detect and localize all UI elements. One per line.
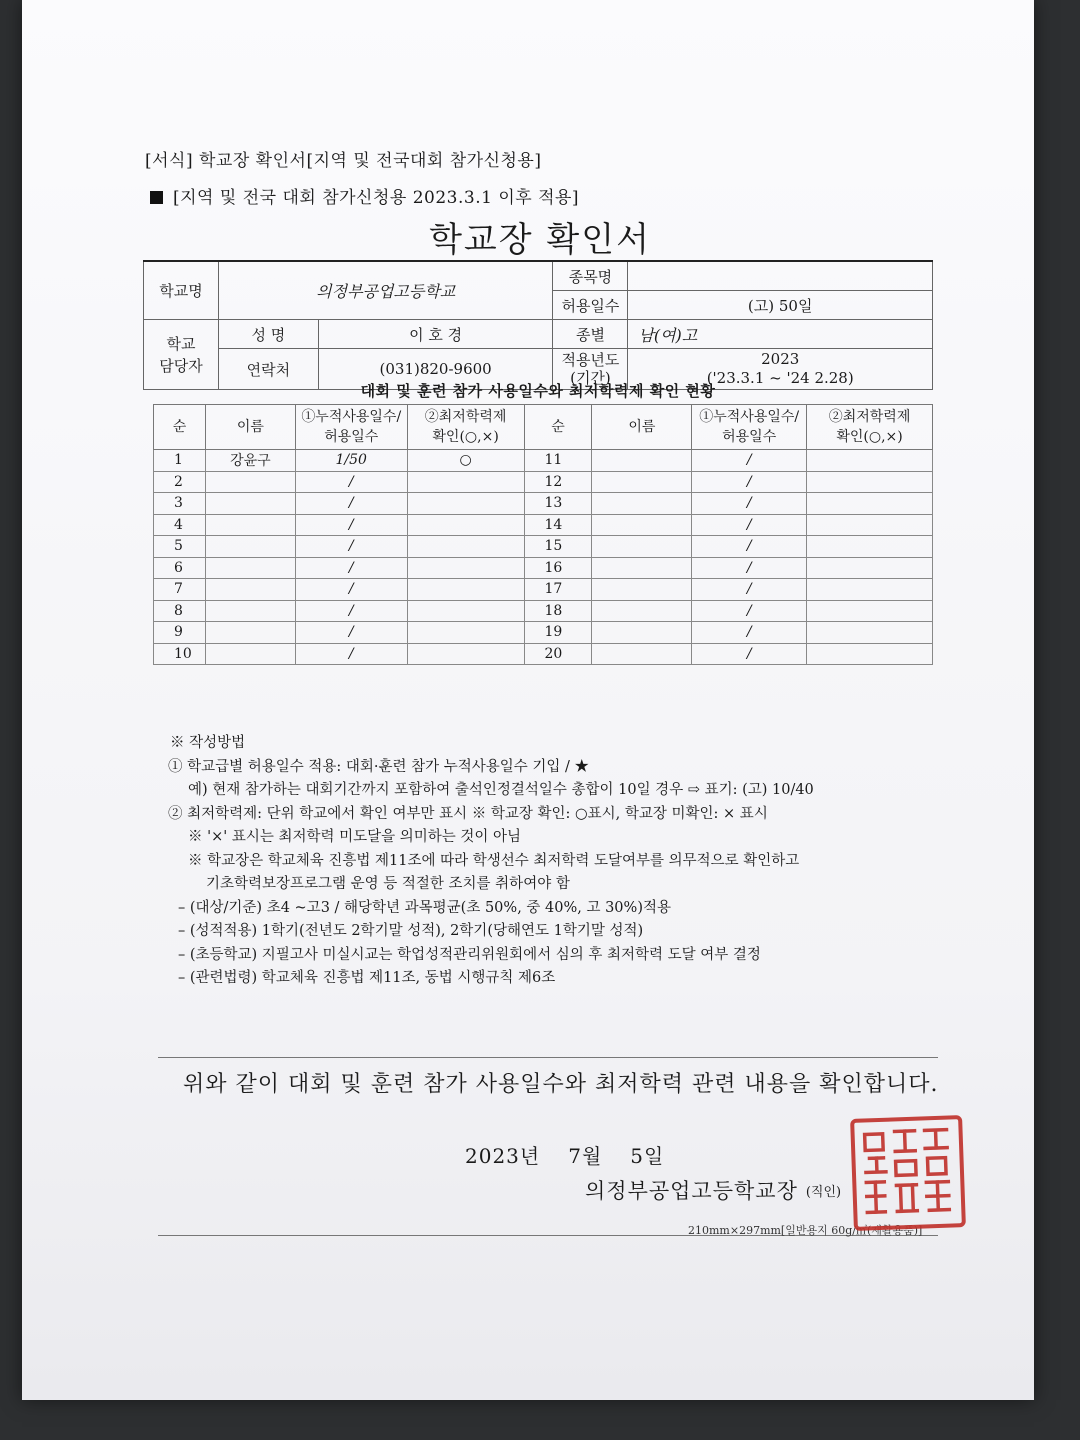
guide-note-2b: 기초학력보장프로그램 운영 등 적절한 조치를 취하여야 함 [206, 876, 570, 892]
guide-heading: ※ 작성방법 [170, 735, 246, 751]
row-check [407, 493, 524, 515]
form-label: [서식] 학교장 확인서[지역 및 전국대회 참가신청용] [145, 151, 542, 171]
principal-name: 의정부공업고등학교장 [585, 1179, 798, 1203]
apply-note-text: [지역 및 전국 대회 참가신청용 2023.3.1 이후 적용] [173, 188, 580, 208]
row-check-right [807, 622, 933, 644]
paper-spec: 210mm×297mm[일반용지 60g/㎡(재활용품)] [688, 1224, 923, 1237]
row-number: 2 [154, 471, 206, 493]
event-label: 종목명 [553, 261, 628, 291]
row-check-right [807, 557, 933, 579]
col-days-line1: ①누적사용일수/ [301, 409, 402, 425]
col-check-line1: ②최저학력제 [424, 409, 507, 425]
row-number: 7 [154, 579, 206, 601]
guide-item-2: ② 최저학력제: 단위 학교에서 확인 여부만 표시 ※ 학교장 확인: ○표시, 학교장 미확인: × 표시 [168, 805, 768, 822]
row-check [407, 643, 524, 665]
row-number-right: 11 [524, 450, 592, 472]
row-name [205, 471, 295, 493]
allowed-days-label: 허용일수 [553, 291, 628, 320]
status-heading: 대회 및 훈련 참가 사용일수와 최저학력제 확인 현황 [360, 382, 716, 400]
row-check: ○ [407, 450, 524, 472]
confirm-text: 위와 같이 대회 및 훈련 참가 사용일수와 최저학력 관련 내용을 확인합니다. [183, 1072, 939, 1097]
document-title: 학교장 확인서 [429, 220, 651, 260]
divider-top [158, 1057, 938, 1058]
row-name [205, 493, 295, 515]
row-days: / [295, 622, 407, 644]
table-row [154, 643, 933, 665]
info-table [143, 260, 933, 390]
row-check [407, 579, 524, 601]
col-days-right [692, 405, 807, 450]
row-days-right: / [692, 471, 807, 493]
row-name [205, 579, 295, 601]
col-days-right-line2: 허용일수 [722, 429, 777, 445]
table-row [154, 600, 933, 622]
gender-label: 종별 [553, 320, 628, 349]
row-number: 6 [154, 557, 206, 579]
row-number-right: 20 [524, 643, 592, 665]
row-number: 5 [154, 536, 206, 558]
school-value: 의정부공업고등학교 [218, 261, 553, 320]
row-days-right: / [692, 557, 807, 579]
row-check-right [807, 471, 933, 493]
col-check-right-line2: 확인(○,×) [836, 429, 903, 445]
col-check-right-line1: ②최저학력제 [828, 409, 911, 425]
row-check [407, 600, 524, 622]
table-row [154, 514, 933, 536]
row-number: 4 [154, 514, 206, 536]
col-days-line2: 허용일수 [324, 429, 379, 445]
row-check [407, 622, 524, 644]
table-row [154, 471, 933, 493]
table-row [154, 557, 933, 579]
guide-item-1-example: 예) 현재 참가하는 대회기간까지 포함하여 출석인정결석일수 총합이 10일 경우 ⇨ 표기: (고) 10/40 [188, 782, 814, 798]
apply-note [150, 183, 579, 208]
row-number: 1 [154, 450, 206, 472]
row-number-right: 17 [524, 579, 592, 601]
row-days: / [295, 643, 407, 665]
col-name-right: 이름 [592, 405, 692, 450]
row-name [205, 600, 295, 622]
row-number-right: 13 [524, 493, 592, 515]
row-number-right: 16 [524, 557, 592, 579]
guide-dash-1: – (대상/기준) 초4 ~고3 / 해당학년 과목평균(초 50%, 중 40%, 고 30%)적용 [178, 899, 671, 916]
col-seq-right: 순 [524, 405, 592, 450]
row-check [407, 536, 524, 558]
name-label: 성 명 [218, 320, 318, 349]
row-number: 8 [154, 600, 206, 622]
col-days-right-line1: ①누적사용일수/ [699, 409, 800, 425]
allowed-days-value: (고) 50일 [628, 291, 933, 320]
row-check-right [807, 514, 933, 536]
row-days: / [295, 557, 407, 579]
row-check-right [807, 600, 933, 622]
status-header-row [154, 405, 933, 450]
table-row [154, 450, 933, 472]
period-value: ('23.3.1 ~ '24 2.28) [706, 369, 854, 387]
table-row [154, 493, 933, 515]
guide-dash-2: – (성적적용) 1학기(전년도 2학기말 성적), 2학기(당해연도 1학기말 성적) [178, 923, 644, 939]
year-value: 2023 [761, 350, 800, 368]
row-name [205, 557, 295, 579]
row-name-right [592, 536, 692, 558]
row-number: 10 [154, 643, 206, 665]
row-check-right [807, 579, 933, 601]
row-number-right: 15 [524, 536, 592, 558]
row-days-right: / [692, 643, 807, 665]
date-line [465, 1140, 692, 1169]
row-days: / [295, 471, 407, 493]
contact-value: (031)820-9600 [318, 349, 553, 390]
col-check [407, 405, 524, 450]
row-days-right: / [692, 493, 807, 515]
row-days-right: / [692, 600, 807, 622]
row-name-right [592, 450, 692, 472]
row-name-right [592, 579, 692, 601]
col-check-right [807, 405, 933, 450]
row-name-right [592, 493, 692, 515]
guide-note-2a: ※ 학교장은 학교체육 진흥법 제11조에 따라 학생선수 최저학력 도달여부를 의무적으로 확인하고 [188, 852, 800, 869]
col-name: 이름 [205, 405, 295, 450]
col-days [295, 405, 407, 450]
row-name-right [592, 622, 692, 644]
row-days: / [295, 536, 407, 558]
table-row [154, 536, 933, 558]
row-number-right: 12 [524, 471, 592, 493]
row-days-right: / [692, 579, 807, 601]
row-check-right [807, 643, 933, 665]
event-value [628, 261, 933, 291]
status-table [153, 404, 933, 665]
date-month: 7월 [568, 1144, 603, 1168]
year-label: 적용년도 (기간) [553, 349, 628, 390]
row-days: / [295, 579, 407, 601]
guide-dash-3: – (초등학교) 지필고사 미실시교는 학업성적관리위원회에서 심의 후 최저학력 도달 여부 결정 [178, 946, 761, 963]
row-days-right: / [692, 450, 807, 472]
principal-line [585, 1175, 841, 1205]
row-days: 1/50 [295, 450, 407, 472]
row-name-right [592, 471, 692, 493]
date-day: 5일 [630, 1144, 665, 1168]
col-check-line2: 확인(○,×) [432, 429, 499, 445]
row-days-right: / [692, 514, 807, 536]
row-check-right [807, 536, 933, 558]
date-year: 2023년 [465, 1144, 541, 1168]
row-name-right [592, 600, 692, 622]
row-days: / [295, 493, 407, 515]
row-number-right: 18 [524, 600, 592, 622]
status-body [154, 450, 933, 665]
school-label: 학교명 [144, 261, 219, 320]
row-name [205, 643, 295, 665]
row-name-right [592, 557, 692, 579]
row-number: 9 [154, 622, 206, 644]
row-number-right: 14 [524, 514, 592, 536]
row-check [407, 557, 524, 579]
square-bullet-icon [150, 191, 163, 204]
contact-label: 연락처 [218, 349, 318, 390]
row-check-right [807, 450, 933, 472]
table-row [154, 579, 933, 601]
guide-item-1: ① 학교급별 허용일수 적용: 대회·훈련 참가 누적사용일수 기입 / ★ [168, 758, 590, 775]
row-number-right: 19 [524, 622, 592, 644]
row-days-right: / [692, 622, 807, 644]
row-name [205, 536, 295, 558]
guide-note-1: ※ '×' 표시는 최저학력 미도달을 의미하는 것이 아님 [188, 829, 522, 845]
official-seal-stamp [850, 1115, 966, 1231]
guide-dash-4: – (관련법령) 학교체육 진흥법 제11조, 동법 시행규칙 제6조 [178, 970, 556, 986]
row-name: 강윤구 [205, 450, 295, 472]
row-name [205, 514, 295, 536]
row-name-right [592, 514, 692, 536]
writing-guide [168, 732, 958, 991]
row-name [205, 622, 295, 644]
signature-mark: (직인) [805, 1185, 842, 1200]
gender-value: 남(여)고 [628, 320, 933, 349]
row-number: 3 [154, 493, 206, 515]
name-value: 이 호 경 [318, 320, 553, 349]
row-days-right: / [692, 536, 807, 558]
row-name-right [592, 643, 692, 665]
row-check [407, 514, 524, 536]
row-check-right [807, 493, 933, 515]
col-seq: 순 [154, 405, 206, 450]
manager-label: 학교 담당자 [144, 320, 219, 390]
row-check [407, 471, 524, 493]
table-row [154, 622, 933, 644]
row-days: / [295, 514, 407, 536]
row-days: / [295, 600, 407, 622]
seal-glyphs-icon [854, 1119, 962, 1227]
